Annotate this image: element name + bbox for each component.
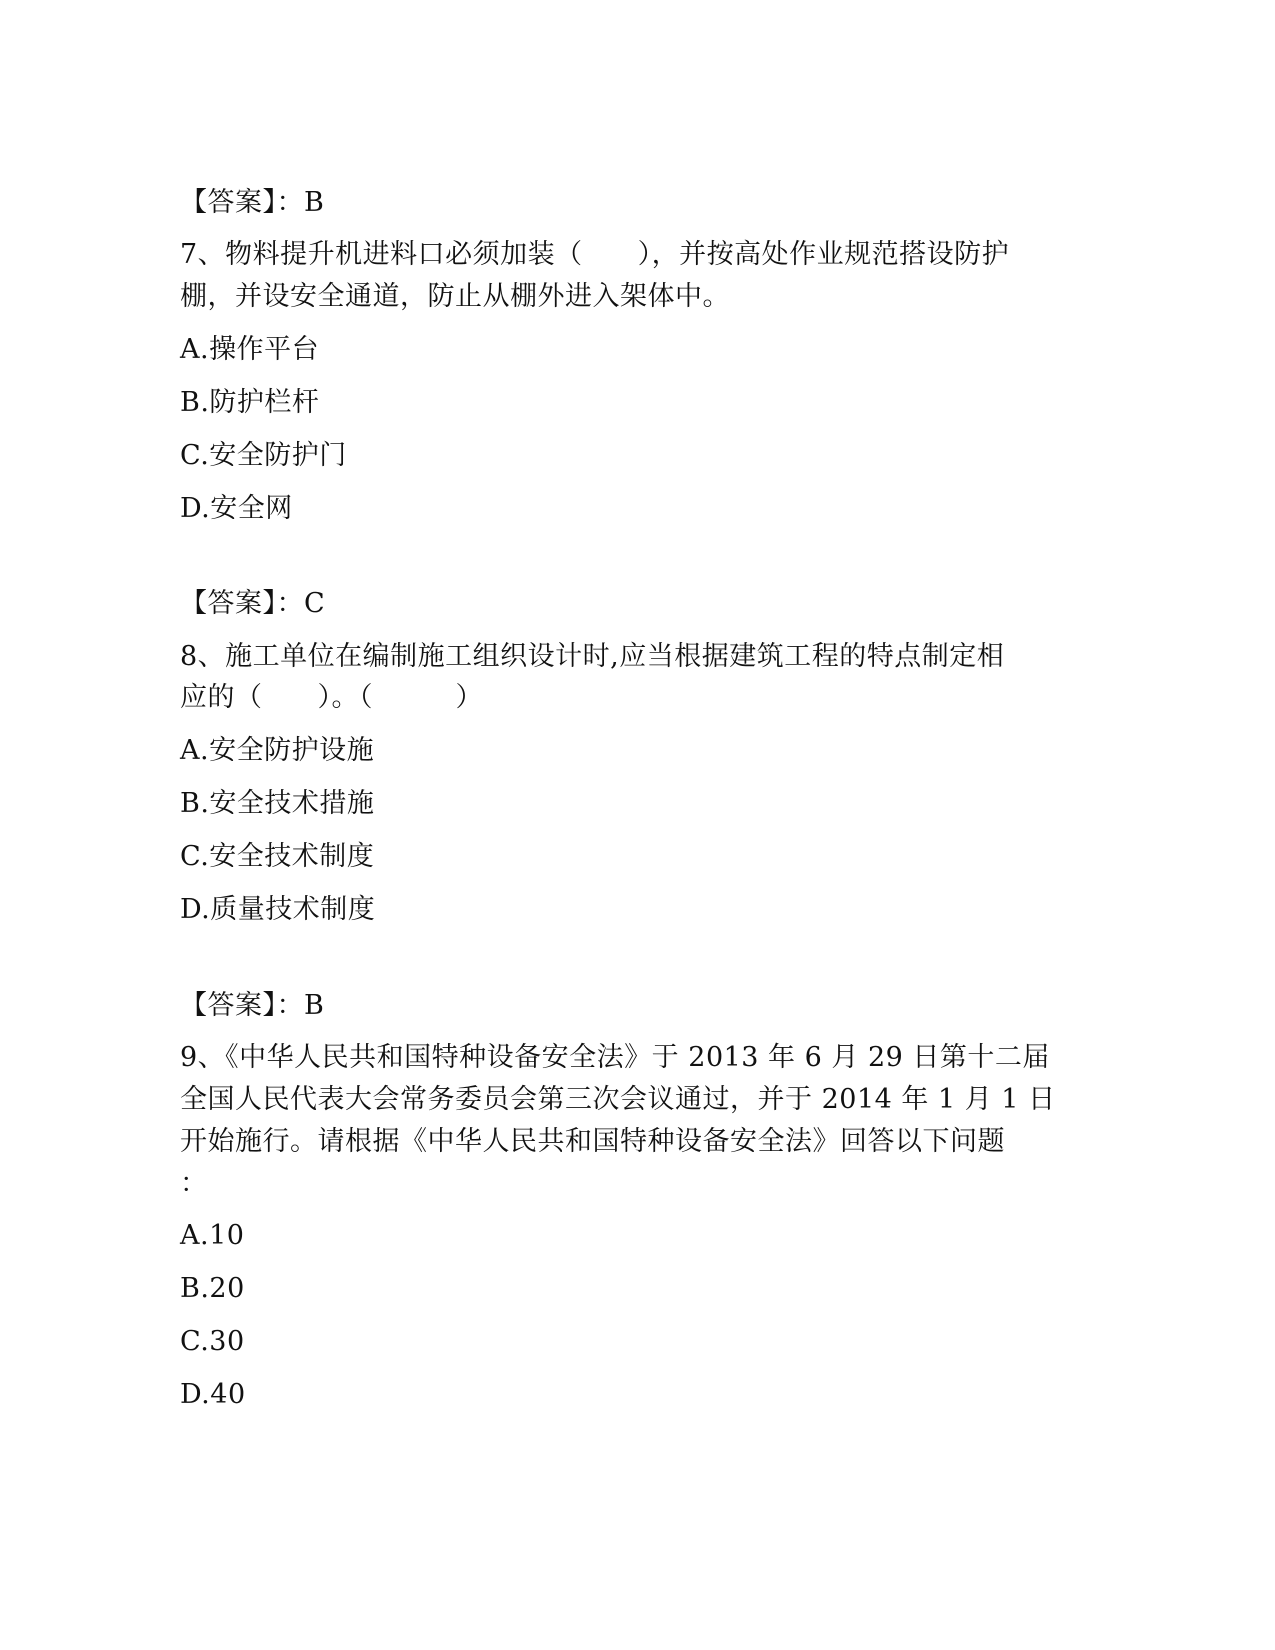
question-9-line-2: 全国人民代表大会常务委员会第三次会议通过，并于 2014 年 1 月 1 日 — [180, 1084, 1056, 1115]
question-8-line-1: 8、施工单位在编制施工组织设计时,应当根据建筑工程的特点制定相 — [180, 641, 1005, 672]
q8-option-d: D.质量技术制度 — [180, 894, 376, 925]
question-9-line-4: ： — [180, 1168, 208, 1199]
q9-option-b: B.20 — [180, 1273, 245, 1304]
q9-option-d: D.40 — [180, 1379, 246, 1410]
answer-q7: 【答案】：C — [180, 588, 326, 619]
q8-option-a: A.安全防护设施 — [180, 735, 375, 766]
q7-option-d: D.安全网 — [180, 493, 293, 524]
question-9-line-1: 9、《中华人民共和国特种设备安全法》于 2013 年 6 月 29 日第十二届 — [180, 1042, 1050, 1073]
question-8-line-2: 应的（ ）。（ ） — [180, 682, 483, 713]
q7-option-b: B.防护栏杆 — [180, 387, 320, 418]
q8-option-c: C.安全技术制度 — [180, 841, 375, 872]
question-7-line-1: 7、物料提升机进料口必须加装（ ），并按高处作业规范搭设防护 — [180, 239, 1010, 270]
answer-q8: 【答案】：B — [180, 990, 325, 1021]
q8-option-b: B.安全技术措施 — [180, 788, 375, 819]
question-7-line-2: 棚，并设安全通道，防止从棚外进入架体中。 — [180, 281, 730, 312]
answer-q6: 【答案】：B — [180, 187, 325, 218]
question-9-line-3: 开始施行。请根据《中华人民共和国特种设备安全法》回答以下问题 — [180, 1126, 1005, 1157]
q9-option-a: A.10 — [180, 1220, 245, 1251]
q9-option-c: C.30 — [180, 1326, 245, 1357]
q7-option-a: A.操作平台 — [180, 334, 320, 365]
q7-option-c: C.安全防护门 — [180, 440, 347, 471]
